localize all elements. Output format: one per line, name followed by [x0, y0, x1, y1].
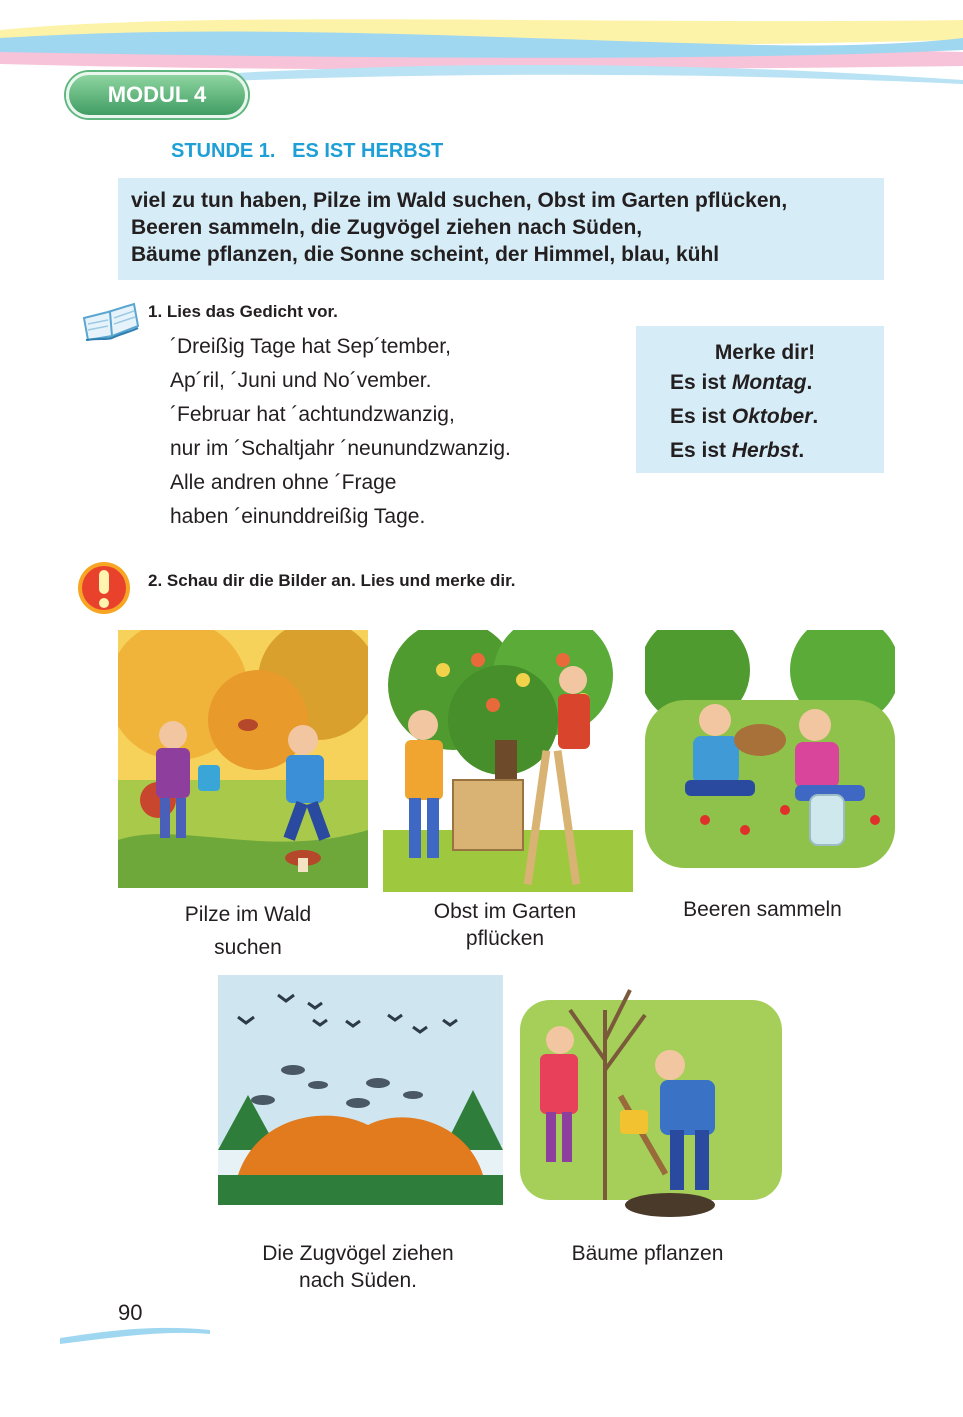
tree-planting-illustration	[520, 970, 782, 1226]
vocabulary-line: viel zu tun haben, Pilze im Wald suchen, Obst im Garten pflücken,	[131, 189, 788, 212]
merke-title: Merke dir!	[714, 341, 816, 364]
apple-picking-illustration	[383, 630, 633, 892]
book-icon	[80, 296, 142, 348]
berry-picking-illustration	[645, 630, 895, 868]
picture-caption: Pilze im Wald suchen	[184, 903, 312, 959]
poem-line: Alle andren ohne ´Frage	[170, 471, 397, 494]
vocabulary-line: Bäume pflanzen, die Sonne scheint, der Himmel, blau, kühl	[131, 243, 720, 266]
migrating-birds-illustration	[218, 975, 503, 1205]
lesson-title: STUNDE 1. ES IST HERBST	[171, 140, 444, 162]
vocabulary-box	[118, 178, 884, 280]
merke-line: Es ist Oktober.	[670, 405, 819, 428]
module-label: MODUL 4	[107, 82, 207, 107]
poem	[170, 330, 511, 534]
mushroom-picking-illustration	[118, 630, 368, 888]
footer-wave	[60, 1322, 210, 1344]
poem-line: nur im ´Schaltjahr ´neunundzwanzig.	[170, 437, 511, 460]
task1-title: 1. Lies das Gedicht vor.	[148, 302, 338, 321]
poem-line: ´Dreißig Tage hat Sep´tember,	[170, 335, 451, 358]
picture-caption: Die Zugvögel ziehen nach Süden.	[262, 1242, 454, 1292]
poem-line: ´Februar hat ´achtundzwanzig,	[170, 403, 455, 426]
poem-line: haben ´einunddreißig Tage.	[170, 505, 426, 528]
exclamation-icon	[76, 560, 132, 616]
picture-caption: Obst im Garten pflücken	[433, 900, 577, 950]
poem-line: Ap´ril, ´Juni und No´vember.	[170, 369, 432, 392]
task2-title: 2. Schau dir die Bilder an. Lies und merke dir.	[148, 571, 516, 590]
picture-caption: Bäume pflanzen	[571, 1242, 724, 1265]
page-number: 90	[118, 1300, 143, 1325]
merke-box	[636, 326, 884, 473]
vocabulary-line: Beeren sammeln, die Zugvögel ziehen nach Süden,	[131, 216, 643, 239]
merke-line: Es ist Montag.	[670, 371, 813, 394]
picture-caption: Beeren sammeln	[683, 898, 842, 921]
merke-line: Es ist Herbst.	[670, 439, 805, 462]
